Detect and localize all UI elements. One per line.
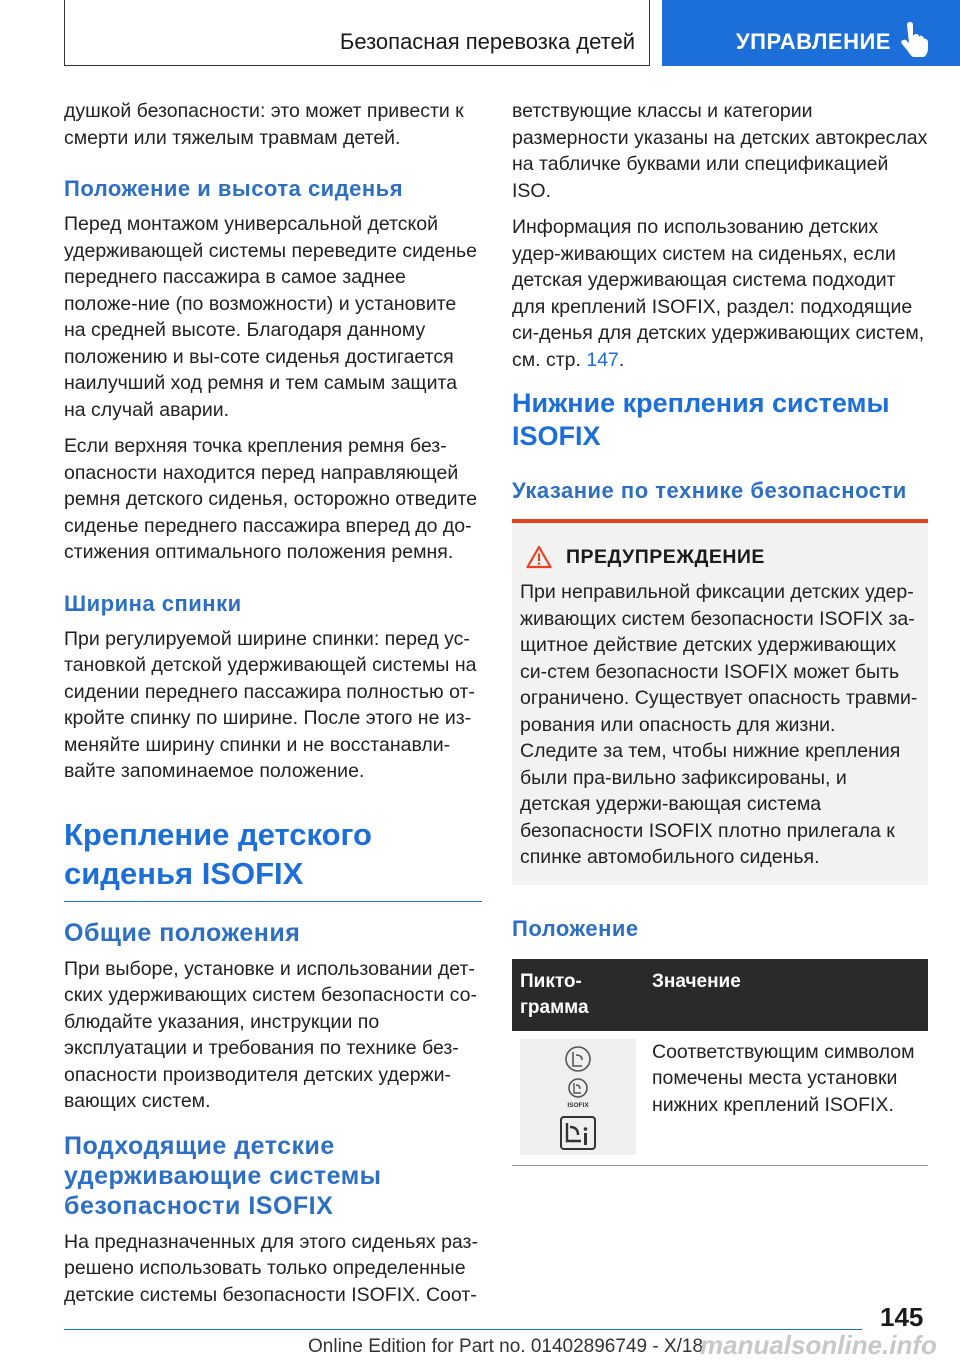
heading-lower-anchors: Нижние крепления системы ISOFIX (512, 388, 890, 451)
page-number: 145 (880, 1302, 924, 1332)
pictogram-label: ISOFIX (567, 1101, 589, 1109)
info-text-end: . (618, 348, 625, 371)
heading-seat-position: Положение и высота сиденья (64, 176, 404, 201)
paragraph-seat-position-2: Если верхняя точка крепления ремня без-опасности находится перед направляющей ремня детского сиденья, осторожно отведите сиденье переднего пассажира вперед до до-стижения оптимального положения ремня. (64, 435, 478, 563)
intro-paragraph: душкой безопасности: это может привести к смерти или тяжелым травмам детей. (64, 100, 464, 149)
section-tab-label: УПРАВЛЕНИЕ (736, 29, 891, 54)
column-header-pictogram: Пикто-грамма (512, 959, 644, 1031)
footer-edition: Online Edition for Part no. 01402896749 - X/18 (308, 1336, 704, 1357)
footer-watermark: manualsonline.info (700, 1330, 937, 1360)
heading-safety-note: Указание по технике безопасности (512, 478, 907, 503)
left-column (64, 98, 482, 1318)
warning-header (526, 545, 918, 569)
paragraph-suitable-systems: На предназначенных для этого сиденьях раз-решено использовать только определенные детские системы безопасности ISOFIX. Соот- (64, 1230, 478, 1306)
info-text: Информация по использованию детских удер-живающих систем на сиденьях, если детская удерживающая система подходит для креплений ISOFIX, раздел: подходящие си-денья для детских удерживающих систем, см. стр. (512, 216, 925, 371)
warning-text: При неправильной фиксации детских удер-живающих систем безопасности ISOFIX за-щитное действие детских удерживающих си-стем безопасности ISOFIX может быть ограничено. Существует опасность травми-рования или опасность для жизни. Следите за тем, чтобы нижние крепления были пра-вильно зафиксированы, и детская удержи-вающая система безопасности ISOFIX плотно прилегала к спинке автомобильного сиденья. (520, 581, 918, 868)
heading-backrest-width: Ширина спинки (64, 590, 242, 616)
header-box (64, 0, 650, 66)
warning-box (512, 519, 928, 885)
heading-location: Положение (512, 915, 639, 941)
warning-title: ПРЕДУПРЕЖДЕНИЕ (566, 545, 765, 568)
pictogram-cell (512, 1031, 644, 1166)
paragraph-seat-position-1: Перед монтажом универсальной детской удерживающей системы переведите сиденье переднего пассажира в самое заднее положе-ние (по возможности) и установите на средней высоте. Благодаря данному положению и вы-соте сиденья достигается наилучший ход ремня и тем самым защита на случай аварии. (64, 213, 478, 421)
heading-suitable-systems: Подходящие детские удерживающие системы безопасности ISOFIX (64, 1131, 382, 1220)
right-column (512, 98, 928, 1166)
section-heading-block (64, 815, 482, 902)
chapter-title: Безопасная перевозка детей (339, 29, 635, 54)
section-tab[interactable] (662, 0, 960, 66)
heading-isofix-mount: Крепление детского сиденья ISOFIX (64, 816, 372, 891)
page-link[interactable]: 147 (586, 348, 619, 371)
pictogram-table (512, 959, 928, 1166)
paragraph-backrest-width: При регулируемой ширине спинки: перед ус-тановкой детской удерживающей системы на сидении переднего пассажира полностью от-кройте спинку по ширине. После этого не из-меняйте ширину спинки и не восстанавли-вайте запоминаемое положение. (64, 627, 477, 782)
pointing-hand-icon (898, 22, 928, 58)
table-header-row (512, 959, 928, 1031)
column-header-meaning: Значение (644, 959, 928, 1031)
warning-triangle-icon (526, 545, 552, 569)
table-row (512, 1031, 928, 1166)
meaning-cell: Соответствующим символом помечены места установки нижних креплений ISOFIX. (644, 1031, 928, 1166)
isofix-pictogram (520, 1039, 636, 1155)
heading-general: Общие положения (64, 918, 301, 947)
paragraph-info (512, 214, 928, 373)
paragraph-continuation: ветствующие классы и категории размерности указаны на детских автокреслах на табличке буквами или спецификацией ISO. (512, 100, 928, 202)
paragraph-general: При выборе, установке и использовании дет-ских удерживающих систем безопасности со-блюдайте указания, инструкции по эксплуатации и требования по технике без-опасности производителя детских удержи-вающих систем. (64, 957, 477, 1112)
isofix-symbol-icon (520, 1039, 636, 1155)
